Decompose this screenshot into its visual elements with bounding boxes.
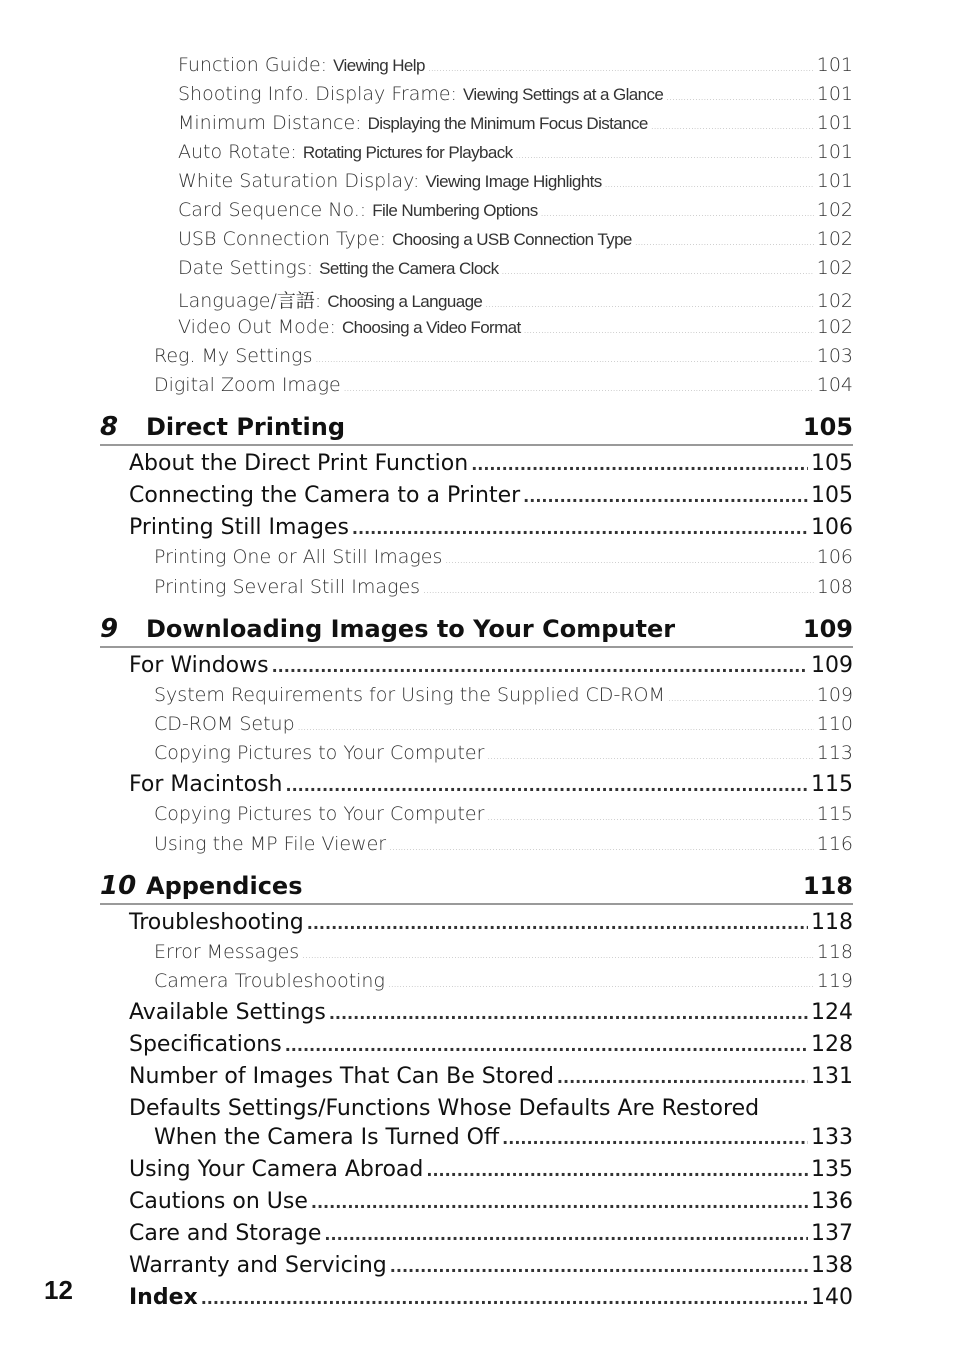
toc-entry[interactable] xyxy=(178,170,853,192)
chapter-heading[interactable] xyxy=(100,871,853,905)
toc-entry-title: Using the MP File Viewer xyxy=(154,833,387,855)
toc-entry-title: Connecting the Camera to a Printer xyxy=(129,483,521,508)
toc-entry-page: 101 xyxy=(816,83,853,105)
toc-entry-page: 138 xyxy=(811,1253,853,1278)
toc-entry-title: Function Guide: Viewing Help xyxy=(178,54,425,76)
toc-entry-title: Digital Zoom Image xyxy=(154,374,341,396)
toc-entry-page: 105 xyxy=(811,483,853,508)
toc-entry-page: 101 xyxy=(816,54,853,76)
toc-entry-page: 110 xyxy=(816,713,853,735)
toc-entry[interactable] xyxy=(129,1096,853,1121)
dot-leader xyxy=(541,209,814,219)
toc-entry-page: 113 xyxy=(816,742,853,764)
toc-entry[interactable] xyxy=(154,345,853,367)
toc-entry-subtitle: Viewing Help xyxy=(333,56,425,75)
dot-leader xyxy=(524,326,814,336)
toc-entry-title: Card Sequence No.: File Numbering Options xyxy=(178,199,538,221)
toc-entry[interactable] xyxy=(178,228,853,250)
toc-entry-title: For Windows xyxy=(129,653,269,678)
toc-entry-page: 101 xyxy=(816,112,853,134)
dot-leader xyxy=(426,1161,808,1180)
toc-entry-title: Language/言語: Choosing a Language xyxy=(178,290,483,312)
toc-entry-title: Reg. My Settings xyxy=(154,345,313,367)
dot-leader xyxy=(307,914,808,933)
toc-entry-page: 136 xyxy=(811,1189,853,1214)
toc-entry-page: 106 xyxy=(816,546,853,568)
toc-entry-subtitle: File Numbering Options xyxy=(372,201,538,220)
chapter-number: 8 xyxy=(100,412,119,442)
chapter-title: Appendices xyxy=(146,872,303,900)
toc-entry[interactable] xyxy=(154,742,853,764)
toc-entry[interactable] xyxy=(154,576,853,598)
toc-entry-title: Printing One or All Still Images xyxy=(154,546,443,568)
chapter-number: 10 xyxy=(100,871,137,901)
toc-entry-title: Using Your Camera Abroad xyxy=(129,1157,424,1182)
dot-leader xyxy=(390,1257,808,1276)
dot-leader xyxy=(302,951,814,961)
toc-entry[interactable] xyxy=(154,713,853,735)
toc-entry-page: 102 xyxy=(816,199,853,221)
toc-entry-title: USB Connection Type: Choosing a USB Connection Type xyxy=(178,228,632,250)
toc-entry[interactable] xyxy=(154,970,853,992)
toc-entry[interactable] xyxy=(129,483,853,508)
toc-entry[interactable] xyxy=(129,1032,853,1057)
chapter-title: Downloading Images to Your Computer xyxy=(146,615,676,643)
dot-leader xyxy=(651,122,814,132)
toc-entry-title: Warranty and Servicing xyxy=(129,1253,387,1278)
toc-entry-page: 115 xyxy=(811,772,853,797)
toc-entry-page: 135 xyxy=(811,1157,853,1182)
toc-entry[interactable] xyxy=(178,83,853,105)
toc-entry-page: 124 xyxy=(811,1000,853,1025)
toc-entry-title: Printing Several Still Images xyxy=(154,576,421,598)
toc-entry-page: 101 xyxy=(816,170,853,192)
dot-leader xyxy=(445,556,813,566)
dot-leader xyxy=(298,723,814,733)
toc-entry[interactable] xyxy=(129,1285,853,1310)
chapter-page: 105 xyxy=(802,413,853,441)
toc-entry-title: Minimum Distance: Displaying the Minimum Focus Distance xyxy=(178,112,648,134)
toc-entry[interactable] xyxy=(178,257,853,279)
toc-entry-title: Care and Storage xyxy=(129,1221,322,1246)
toc-entry-title: CD-ROM Setup xyxy=(154,713,295,735)
dot-leader xyxy=(201,1289,808,1308)
toc-entry-subtitle: Choosing a Language xyxy=(327,292,483,311)
toc-entry-title: Camera Troubleshooting xyxy=(154,970,385,992)
toc-entry[interactable] xyxy=(129,1064,853,1089)
toc-entry-page: 106 xyxy=(811,515,853,540)
toc-entry[interactable] xyxy=(178,199,853,221)
toc-entry-subtitle: Viewing Settings at a Glance xyxy=(463,85,664,104)
toc-entry-page: 101 xyxy=(816,141,853,163)
toc-entry-subtitle: Rotating Pictures for Playback xyxy=(302,143,513,162)
toc-entry[interactable] xyxy=(129,515,853,540)
toc-entry-page: 104 xyxy=(816,374,853,396)
toc-entry-page: 102 xyxy=(816,257,853,279)
toc-entry-title: When the Camera Is Turned Off xyxy=(154,1125,500,1150)
toc-entry[interactable] xyxy=(129,1189,853,1214)
toc-entry-page: 131 xyxy=(811,1064,853,1089)
dot-leader xyxy=(272,657,808,676)
toc-entry[interactable] xyxy=(129,451,853,476)
toc-entry-title: Shooting Info. Display Frame: Viewing Settings at a Glance xyxy=(178,83,664,105)
toc-entry[interactable] xyxy=(154,374,853,396)
dot-leader xyxy=(285,776,808,795)
toc-entry[interactable] xyxy=(154,803,853,825)
chapter-number: 9 xyxy=(100,614,119,644)
toc-entry-subtitle: Choosing a USB Connection Type xyxy=(392,230,632,249)
toc-entry[interactable] xyxy=(154,546,853,568)
dot-leader xyxy=(315,355,813,365)
toc-entry-page: 102 xyxy=(816,290,853,312)
toc-entry-title: Date Settings: Setting the Camera Clock xyxy=(178,257,499,279)
dot-leader xyxy=(523,487,808,506)
toc-entry[interactable] xyxy=(154,941,853,963)
toc-entry[interactable] xyxy=(178,316,853,338)
chapter-heading[interactable] xyxy=(100,614,853,648)
toc-entry-title: Auto Rotate: Rotating Pictures for Playback xyxy=(178,141,513,163)
toc-entry[interactable] xyxy=(178,286,853,313)
toc-entry-page: 108 xyxy=(816,576,853,598)
dot-leader xyxy=(502,1129,808,1148)
toc-entry[interactable] xyxy=(129,1221,853,1246)
toc-entry-title: Specifications xyxy=(129,1032,282,1057)
chapter-title: Direct Printing xyxy=(146,413,346,441)
page-number: 12 xyxy=(44,1275,73,1305)
toc-entry[interactable] xyxy=(178,141,853,163)
toc-entry[interactable] xyxy=(129,910,853,935)
dot-leader xyxy=(501,267,813,277)
dot-leader xyxy=(635,238,814,248)
toc-entry-title: Cautions on Use xyxy=(129,1189,308,1214)
toc-entry[interactable] xyxy=(129,772,853,797)
dot-leader xyxy=(352,519,808,538)
toc-entry[interactable] xyxy=(154,1125,853,1150)
toc-entry-page: 103 xyxy=(816,345,853,367)
toc-entry-title: Number of Images That Can Be Stored xyxy=(129,1064,554,1089)
dot-leader xyxy=(329,1004,808,1023)
toc-entry-page: 133 xyxy=(811,1125,853,1150)
toc-entry-title: About the Direct Print Function xyxy=(129,451,469,476)
toc-entry-page: 118 xyxy=(816,941,853,963)
dot-leader xyxy=(516,151,814,161)
dot-leader xyxy=(485,300,813,310)
toc-entry-title: Troubleshooting xyxy=(129,910,304,935)
toc-entry-page: 109 xyxy=(811,653,853,678)
toc-entry-subtitle: Choosing a Video Format xyxy=(341,318,521,337)
toc-entry-page: 115 xyxy=(816,803,853,825)
toc-entry-page: 140 xyxy=(811,1285,853,1310)
toc-entry-page: 102 xyxy=(816,316,853,338)
chapter-heading[interactable] xyxy=(100,412,853,446)
toc-entry-title: Defaults Settings/Functions Whose Defaults Are Restored xyxy=(129,1096,760,1121)
dot-leader xyxy=(311,1193,808,1212)
toc-entry-page: 109 xyxy=(816,684,853,706)
toc-entry-title: Index xyxy=(129,1285,198,1310)
toc-entry-subtitle: Displaying the Minimum Focus Distance xyxy=(367,114,648,133)
dot-leader xyxy=(389,843,814,853)
toc-entry-title: Error Messages xyxy=(154,941,300,963)
toc-entry-title: For Macintosh xyxy=(129,772,283,797)
dot-leader xyxy=(557,1068,808,1087)
toc-entry-page: 118 xyxy=(811,910,853,935)
toc-entry-page: 116 xyxy=(816,833,853,855)
toc-entry-page: 137 xyxy=(811,1221,853,1246)
toc-entry-title: Printing Still Images xyxy=(129,515,349,540)
toc-entry-title: Video Out Mode: Choosing a Video Format xyxy=(178,316,521,338)
chapter-page: 109 xyxy=(802,615,853,643)
toc-entry-title: White Saturation Display: Viewing Image Highlights xyxy=(178,170,602,192)
toc-entry-page: 128 xyxy=(811,1032,853,1057)
dot-leader xyxy=(487,752,813,762)
dot-leader xyxy=(423,586,814,596)
chapter-page: 118 xyxy=(802,872,853,900)
toc-entry-subtitle: Viewing Image Highlights xyxy=(425,172,602,191)
toc-entry[interactable] xyxy=(154,833,853,855)
dot-leader xyxy=(666,93,813,103)
toc-entry[interactable] xyxy=(129,1157,853,1182)
dot-leader xyxy=(668,694,814,704)
dot-leader xyxy=(324,1225,808,1244)
dot-leader xyxy=(471,455,808,474)
dot-leader xyxy=(487,813,813,823)
toc-entry-title: Copying Pictures to Your Computer xyxy=(154,803,485,825)
toc-entry[interactable] xyxy=(129,1253,853,1278)
toc-entry[interactable] xyxy=(178,112,853,134)
toc-entry-page: 105 xyxy=(811,451,853,476)
dot-leader xyxy=(428,64,814,74)
toc-entry-title: Copying Pictures to Your Computer xyxy=(154,742,485,764)
toc-entry-title: System Requirements for Using the Supplied CD-ROM xyxy=(154,684,665,706)
toc-entry[interactable] xyxy=(129,653,853,678)
toc-entry[interactable] xyxy=(178,54,853,76)
dot-leader xyxy=(388,980,814,990)
toc-entry-page: 102 xyxy=(816,228,853,250)
dot-leader xyxy=(344,384,814,394)
toc-entry[interactable] xyxy=(129,1000,853,1025)
toc-entry-subtitle: Setting the Camera Clock xyxy=(319,259,499,278)
toc-entry-page: 119 xyxy=(816,970,853,992)
toc-entry-title: Available Settings xyxy=(129,1000,326,1025)
dot-leader xyxy=(605,180,814,190)
toc-entry[interactable] xyxy=(154,684,853,706)
dot-leader xyxy=(285,1036,808,1055)
